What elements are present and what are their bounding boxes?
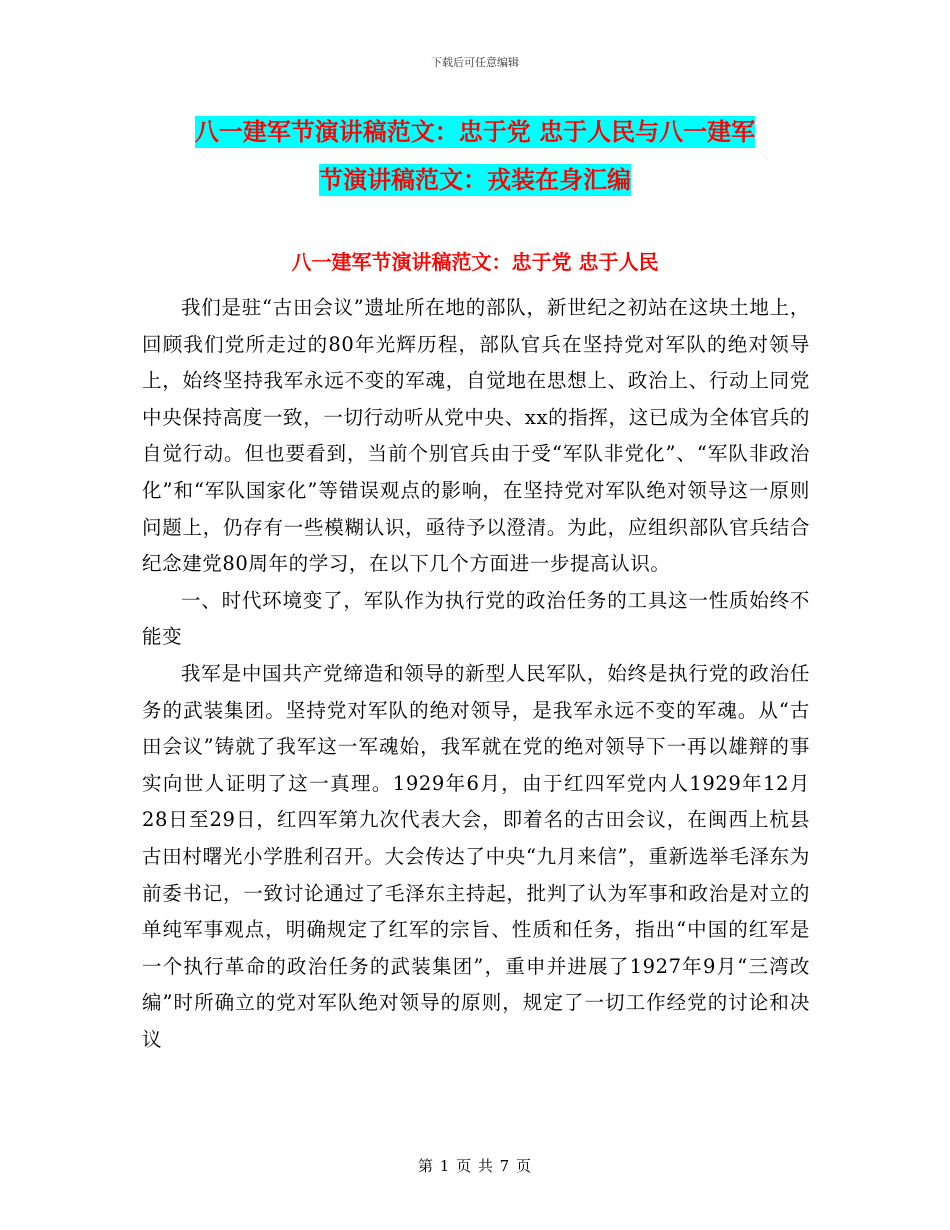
page-number: 第 1 页 共 7 页 xyxy=(418,1157,532,1175)
paragraph: 我军是中国共产党缔造和领导的新型人民军队，始终是执行党的政治任务的武装集团。坚持党对军队的绝对领导，是我军永远不变的军魂。从“古田会议”铸就了我军这一军魂始，我军就在党的绝对领导下一再以雄辩的事实向世人证明了这一真理。1929年6月，由于红四军党内人1929年12月28日至29日，红四军第九次代表大会，即着名的古田会议，在闽西上杭县古田村曙光小学胜利召开。大会传达了中央“九月来信”，重新选举毛泽东为前委书记，一致讨论通过了毛泽东主持起，批判了认为军事和政治是对立的单纯军事观点，明确规定了红军的宗旨、性质和任务，指出“中国的红军是一个执行革命的政治任务的武装集团”，重申并进展了1927年9月“三湾改编”时所确立的党对军队绝对领导的原则，规定了一切工作经党的讨论和决议 xyxy=(142,661,810,1051)
title-line-1: 八一建军节演讲稿范文：忠于党 忠于人民与八一建军 xyxy=(194,118,756,146)
section-title: 八一建军节演讲稿范文：忠于党 忠于人民 xyxy=(291,250,659,274)
paragraph-heading: 一、时代环境变了，军队作为执行党的政治任务的工具这一性质始终不能变 xyxy=(142,588,810,649)
header-note: 下载后可任意编辑 xyxy=(431,56,519,69)
title-line-2: 节演讲稿范文：戎装在身汇编 xyxy=(319,166,631,194)
document-title xyxy=(140,108,810,204)
body-text xyxy=(142,290,810,1058)
paragraph: 我们是驻“古田会议”遗址所在地的部队，新世纪之初站在这块土地上，回顾我们党所走过的80年光辉历程，部队官兵在坚持党对军队的绝对领导上，始终坚持我军永远不变的军魂，自觉地在思想上、政治上、行动上同党中央保持高度一致，一切行动听从党中央、xx的指挥，这已成为全体官兵的自觉行动。但也要看到，当前个别官兵由于受“军队非党化”、“军队非政治化”和“军队国家化”等错误观点的影响，在坚持党对军队绝对领导这一原则问题上，仍存有一些模糊认识，亟待予以澄清。为此，应组织部队官兵结合纪念建党80周年的学习，在以下几个方面进一步提高认识。 xyxy=(142,296,810,576)
